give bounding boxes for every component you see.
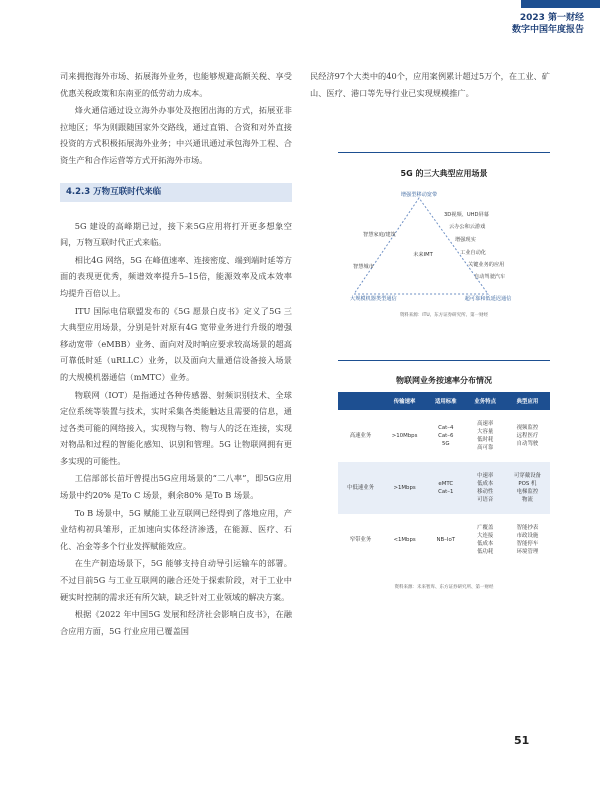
page-number: 51 (514, 734, 530, 747)
left-column (60, 68, 292, 640)
table-cell: 中低速业务 (338, 462, 383, 514)
table-cell: Cat–4 Cat–6 5G (426, 410, 465, 462)
table-cell: 智能抄表 市政设施 智能停车 环境管理 (505, 514, 550, 566)
header-line2: 数字中国年度报告 (511, 25, 584, 35)
paragraph: 物联网（IOT）是指通过各种传感器、射频识别技术、全球定位系统等装置与技术，实时采集各类能触达且需要的信息，通过各类可能的网络接入，实现物与物、物与人的泛在连接，实现对物品和过程的智能化感知、识别和管理。5G 让物联网拥有更多实现的可能性。 (60, 389, 292, 466)
table-title: 物联网业务按速率分布情况 (396, 376, 492, 385)
table-header: 业务特点 (465, 392, 504, 410)
table-source: 资料来源：未来智库、东方证券研究所、第一财经 (394, 585, 494, 590)
table-row (338, 462, 550, 514)
table-cell: 中速率 低成本 移动性 可语音 (465, 462, 504, 514)
paragraph: 5G 建设的高峰期已过，接下来5G应用将打开更多想象空间，万物互联时代正式来临。 (60, 220, 292, 248)
paragraph: 司来拥抱海外市场、拓展海外业务，也能够规避高额关税、享受优惠关税政策和东南亚的低劳动力成本。 (60, 71, 292, 98)
table-divider (338, 360, 550, 361)
table-cell: 窄带业务 (338, 514, 383, 566)
table-cell: NB–IoT (426, 514, 465, 566)
table-cell: 视频监控 远程医疗 自动驾驶 (505, 410, 550, 462)
figure-divider (338, 152, 550, 153)
table-header: 传输速率 (383, 392, 426, 410)
table-cell: <1Mbps (383, 514, 426, 566)
header-line1: 2023 第一财经 (519, 13, 584, 23)
table-cell: eMTC Cat–1 (426, 462, 465, 514)
table-cell: 广覆盖 大连接 低成本 低功耗 (465, 514, 504, 566)
right-item: 关键业务的应用 (468, 262, 505, 268)
paragraph: 相比4G 网络，5G 在峰值速率、连接密度、端到端时延等方面的表现更优秀，频谱效率提升5–15倍，能源效率及成本效率均提升百倍以上。 (60, 254, 292, 298)
table-cell: 高速率 大容量 低时耗 高可靠 (465, 410, 504, 462)
left-item: 智慧城市 (353, 264, 374, 270)
right-item: 云办公和云游戏 (449, 224, 486, 230)
right-item: 3D视频、UHD屏幕 (444, 212, 489, 218)
top-label: 增强型移动宽带 (400, 192, 438, 198)
table-row (338, 514, 550, 566)
right-column-text (310, 68, 550, 102)
center-label: 未来IMT (413, 252, 433, 258)
section-heading (60, 183, 292, 202)
table-row (338, 410, 550, 462)
bottom-left-label: 大规模机器类型通信 (350, 296, 397, 302)
right-item: 自动驾驶汽车 (474, 274, 506, 280)
rate-table (338, 392, 550, 566)
triangle-diagram (338, 186, 550, 306)
left-item: 智慧家庭/建筑 (363, 232, 396, 238)
paragraph: 烽火通信通过设立海外办事处及抱团出海的方式，拓展亚非拉地区；华为则跟随国家外交路线，通过直销、合资和对外直接投资的方式积极拓展海外业务；中兴通讯通过承包海外工程、合资生产和合作运营等方式开拓海外市场。 (60, 105, 292, 165)
right-item: 工业自动化 (460, 250, 486, 256)
section-title: 4.2.3 万物互联时代来临 (60, 183, 292, 202)
table-cell: 可穿戴设备 POS 机 电梯监控 物流 (505, 462, 550, 514)
report-header (512, 12, 584, 36)
paragraph: 根据《2022 年中国5G 发展和经济社会影响白皮书》，在融合应用方面，5G 行业应用已覆盖国 (60, 609, 292, 636)
paragraph: ITU 国际电信联盟发布的《5G 愿景白皮书》定义了5G 三大典型应用场景，分别是针对原有4G 宽带业务进行升级的增强移动宽带（eMBB）业务、面向对及时响应要求较高场景的超高可靠低时延（uRLLC）业务，以及面向大量通信设备接入场景的大规模机器通信（mMTC）业务。 (60, 305, 292, 382)
figure-source: 资料来源：ITU、东方证券研究所、第一财经 (399, 313, 489, 318)
paragraph: 民经济97个大类中的40个，应用案例累计超过5万个，在工业、矿山、医疗、港口等先导行业已实现规模推广。 (310, 71, 550, 98)
figure-title: 5G 的三大典型应用场景 (400, 169, 488, 178)
table-cell: 高速业务 (338, 410, 383, 462)
bottom-right-label: 超可靠和低延迟通信 (464, 296, 512, 302)
table-header-row (338, 392, 550, 410)
table-cell: >10Mbps (383, 410, 426, 462)
table-header (338, 392, 383, 410)
paragraph: 在生产制造场景下，5G 能够支持自动导引运输车的部署。不过目前5G 与工业互联网的融合还处于探索阶段，对于工业中硬实时控制的需求还有所欠缺，缺乏针对工业领域的解决方案。 (60, 558, 292, 602)
paragraph: 工信部部长苗圩曾提出5G应用场景的“二八率”，即5G应用场景中约20% 是To C 场景，剩余80% 是To B 场景。 (60, 473, 292, 501)
paragraph: To B 场景中，5G 赋能工业互联网已经得到了落地应用，产业结构初具雏形，正加速向实体经济渗透，在能源、医疗、石化、冶金等多个行业发挥赋能效应。 (60, 507, 292, 551)
table-header: 典型应用 (505, 392, 550, 410)
right-item: 增强现实 (455, 237, 476, 243)
table-cell: >1Mbps (383, 462, 426, 514)
header-accent-bar (521, 0, 600, 8)
table-header: 适用标准 (426, 392, 465, 410)
